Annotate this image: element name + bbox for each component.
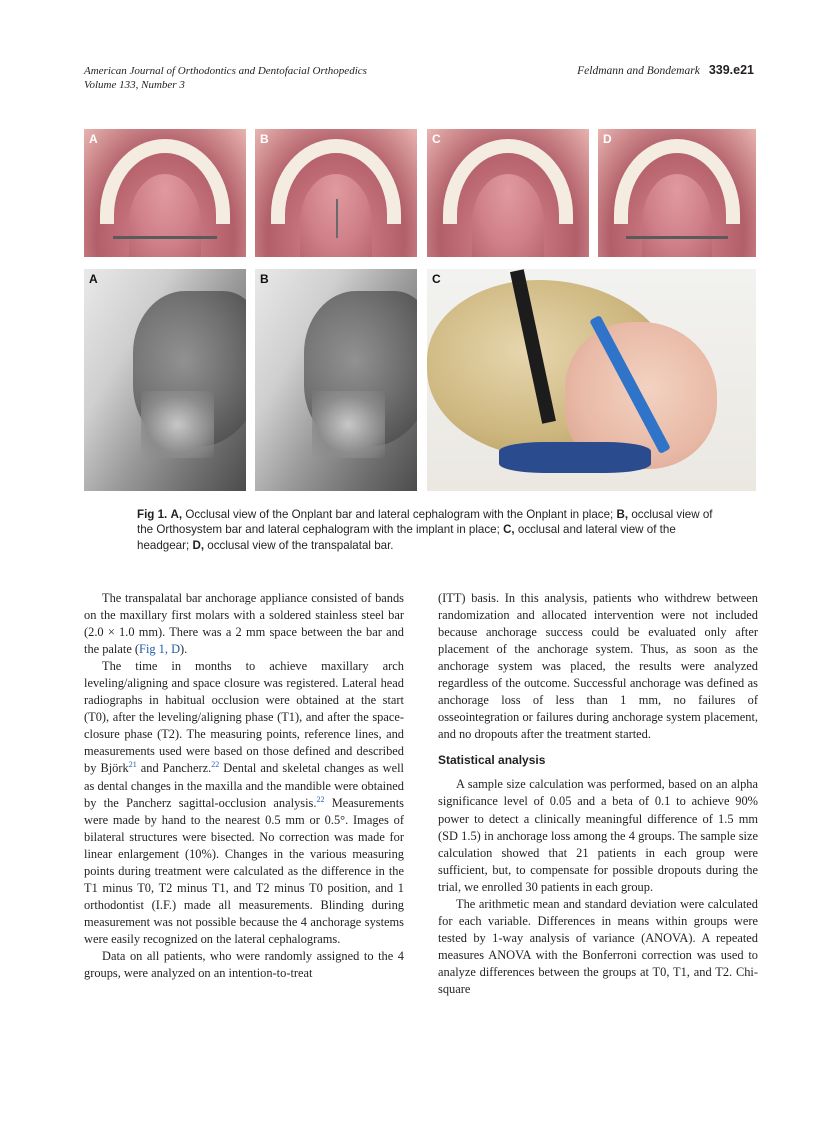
left-column xyxy=(84,590,404,982)
occlusal-photo-transpalatal-bar xyxy=(598,129,756,257)
paragraph: The transpalatal bar anchorage appliance consisted of bands on the maxillary first molars with a soldered stainless steel bar (2.0 × 1.0 mm). There was a 2 mm space between the bar and the palate (Fig 1, D). xyxy=(84,591,404,657)
running-header-journal xyxy=(84,64,367,92)
citation-link[interactable]: 22 xyxy=(316,794,325,804)
figure-number: Fig 1. xyxy=(137,508,168,521)
cephalogram-onplant xyxy=(84,269,246,491)
paragraph: Data on all patients, who were randomly assigned to the 4 groups, were analyzed on an intention-to-treat xyxy=(84,948,404,981)
cephalogram-orthosystem xyxy=(255,269,417,491)
paragraph: (ITT) basis. In this analysis, patients who withdrew between randomization and allocated intervention were not included because anchorage success could be evaluated only after placement of the anchorage system. Thus, as soon as the anchorage system was placed, the results were analyzed regardless of the outcome. Successful anchorage was defined as anchorage loss of less than 1 mm, no failures of osseointegration or failures during anchorage system placement, and no dropouts after the treatment started. xyxy=(438,591,758,742)
panel-label: B xyxy=(260,132,269,146)
caption-label-b: B, xyxy=(616,508,629,521)
panel-label: D xyxy=(603,132,612,146)
occlusal-photo-onplant xyxy=(84,129,246,257)
paragraph: The arithmetic mean and standard deviation were calculated for each variable. Differences in means within groups were tested by 1-way analysis of variance (ANOVA). A repeated measures ANOVA with the Bonferroni correction was used to analyze differences between the groups at T0, T1, and T2. Chi-square xyxy=(438,896,758,996)
caption-text-a: Occlusal view of the Onplant bar and lateral cephalogram with the Onplant in place; xyxy=(185,508,614,521)
right-column xyxy=(438,590,758,998)
panel-label: B xyxy=(260,272,269,286)
section-heading: Statistical analysis xyxy=(438,753,546,768)
headgear-lateral-photo xyxy=(427,269,756,491)
citation-link[interactable]: 21 xyxy=(128,760,137,770)
caption-text-d: occlusal view of the transpalatal bar. xyxy=(207,538,394,552)
journal-title: American Journal of Orthodontics and Dentofacial Orthopedics xyxy=(84,65,367,77)
caption-label-a: A, xyxy=(170,508,183,521)
caption-label-c: C, xyxy=(503,523,515,537)
journal-volume: Volume 133, Number 3 xyxy=(84,79,185,91)
panel-label: A xyxy=(89,272,98,286)
panel-label: C xyxy=(432,272,441,286)
page-number: 339.e21 xyxy=(708,63,754,77)
paragraph: A sample size calculation was performed, based on an alpha significance level of 0.05 and a beta of 0.1 to achieve 90% power to detect a clinically meaningful difference of 1.5 mm (SD 1.5) in anchorage loss among the 4 groups. The sample size calculation showed that 21 patients in each group were sufficient, but, to compensate for possible dropouts during the trial, we enrolled 30 patients in each group. xyxy=(438,777,758,894)
caption-text-c: occlusal and lateral view of the headgear; xyxy=(137,523,676,552)
running-header-right xyxy=(577,63,754,78)
citation-link[interactable]: 22 xyxy=(211,760,220,770)
occlusal-photo-headgear xyxy=(427,129,589,257)
paragraph: The time in months to achieve maxillary arch leveling/aligning and space closure was registered. Lateral head radiographs in habitual occlusion were obtained at the start (T0), after the leveling/aligning phase (T1), and after the space-closure phase (T2). The measuring points, reference lines, and measurements used were based on those defined and described by Björk$^{21}$ and Pancherz.$^{22}$ Dental and skeletal changes as well as dental changes in the maxilla and the mandible were obtained by the Pancherz sagittal-occlusion analysis.$^{22}$ Measurements were made by hand to the nearest 0.5 mm or 0.5°. Images of bilateral structures were bisected. No correction was made for linear enlargement (10%). Changes in the various measuring points during treatment were calculated as the difference in the T1 minus T0, T2 minus T1, and T2 minus T0 position, and 1 orthodontist (I.F.) made all measurements. Blinding during measurement was not possible because the 4 anchorage systems were easily recognized on the lateral cephalograms. xyxy=(84,659,405,946)
panel-label: C xyxy=(432,132,441,146)
figure-reference-link[interactable]: Fig 1, D xyxy=(139,642,181,657)
panel-label: A xyxy=(89,132,98,146)
occlusal-photo-orthosystem xyxy=(255,129,417,257)
caption-text-b: occlusal view of the Orthosystem bar and lateral cephalogram with the implant in place; xyxy=(137,508,713,537)
figure-caption xyxy=(137,507,717,553)
running-authors: Feldmann and Bondemark xyxy=(577,65,700,77)
caption-label-d: D, xyxy=(192,538,205,552)
